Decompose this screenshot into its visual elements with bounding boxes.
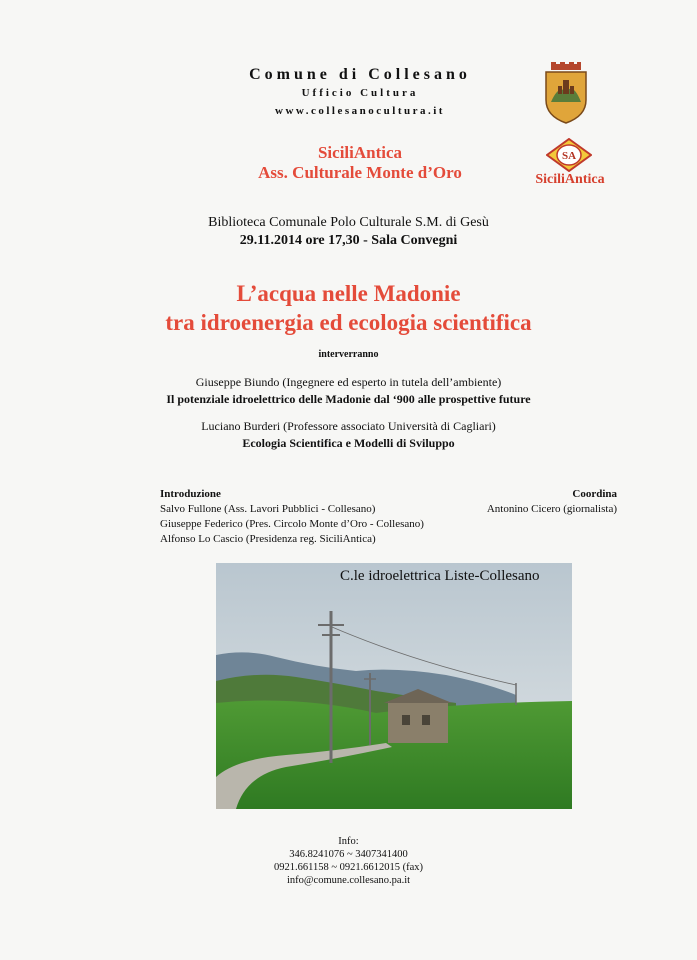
info-phones: 346.8241076 ~ 3407341400 <box>289 849 408 860</box>
event-datetime: 29.11.2014 ore 17,30 - Sala Convegni <box>239 233 458 248</box>
photo-caption: C.le idroelettrica Liste-Collesano <box>340 568 540 584</box>
event-title-line1: L’acqua nelle Madonie <box>236 281 461 306</box>
introduzione-heading: Introduzione <box>160 488 221 500</box>
speaker-1-talk: Il potenziale idroelettrico delle Madonie dal ‘900 alle prospettive future <box>166 392 531 406</box>
speaker-1-name: Giuseppe Biundo (Ingegnere ed esperto in tutela dell’ambiente) <box>195 375 502 389</box>
hydroelectric-plant-photo <box>216 563 572 809</box>
siciliantica-logo-text: SiciliAntica <box>535 172 605 187</box>
coordina-heading: Coordina <box>572 488 617 500</box>
association-name-2: Ass. Culturale Monte d’Oro <box>258 163 462 182</box>
landscape-image <box>216 563 572 809</box>
speaker-2-talk: Ecologia Scientifica e Modelli di Sviluppo <box>242 436 455 450</box>
comune-title: Comune di Collesano <box>249 66 471 83</box>
speaker-2-name: Luciano Burderi (Professore associato Università di Cagliari) <box>201 419 496 433</box>
speakers-heading: interverranno <box>318 349 379 360</box>
coordina-block <box>487 487 617 517</box>
info-block <box>0 835 697 887</box>
introduzione-item: Giuseppe Federico (Pres. Circolo Monte d’Oro - Collesano) <box>160 518 424 530</box>
event-venue: Biblioteca Comunale Polo Culturale S.M. di Gesù <box>208 215 489 230</box>
collesano-crest-icon <box>543 62 589 124</box>
siciliantica-logo-icon <box>546 138 592 172</box>
ufficio-subtitle: Ufficio Cultura <box>301 87 419 99</box>
sa-logo-initials: SA <box>561 150 577 162</box>
introduzione-item: Alfonso Lo Cascio (Presidenza reg. SiciliAntica) <box>160 533 376 545</box>
introduzione-block <box>160 487 424 547</box>
association-name-1: SiciliAntica <box>317 143 403 162</box>
website-link[interactable]: www.collesanocultura.it <box>275 105 445 117</box>
introduzione-item: Salvo Fullone (Ass. Lavori Pubblici - Collesano) <box>160 503 376 515</box>
event-title-line2: tra idroenergia ed ecologia scientifica <box>165 310 532 335</box>
coordina-name: Antonino Cicero (giornalista) <box>486 503 617 515</box>
info-heading: Info: <box>338 836 359 847</box>
info-email[interactable]: info@comune.collesano.pa.it <box>286 875 411 886</box>
info-fax: 0921.661158 ~ 0921.6612015 (fax) <box>273 862 424 873</box>
